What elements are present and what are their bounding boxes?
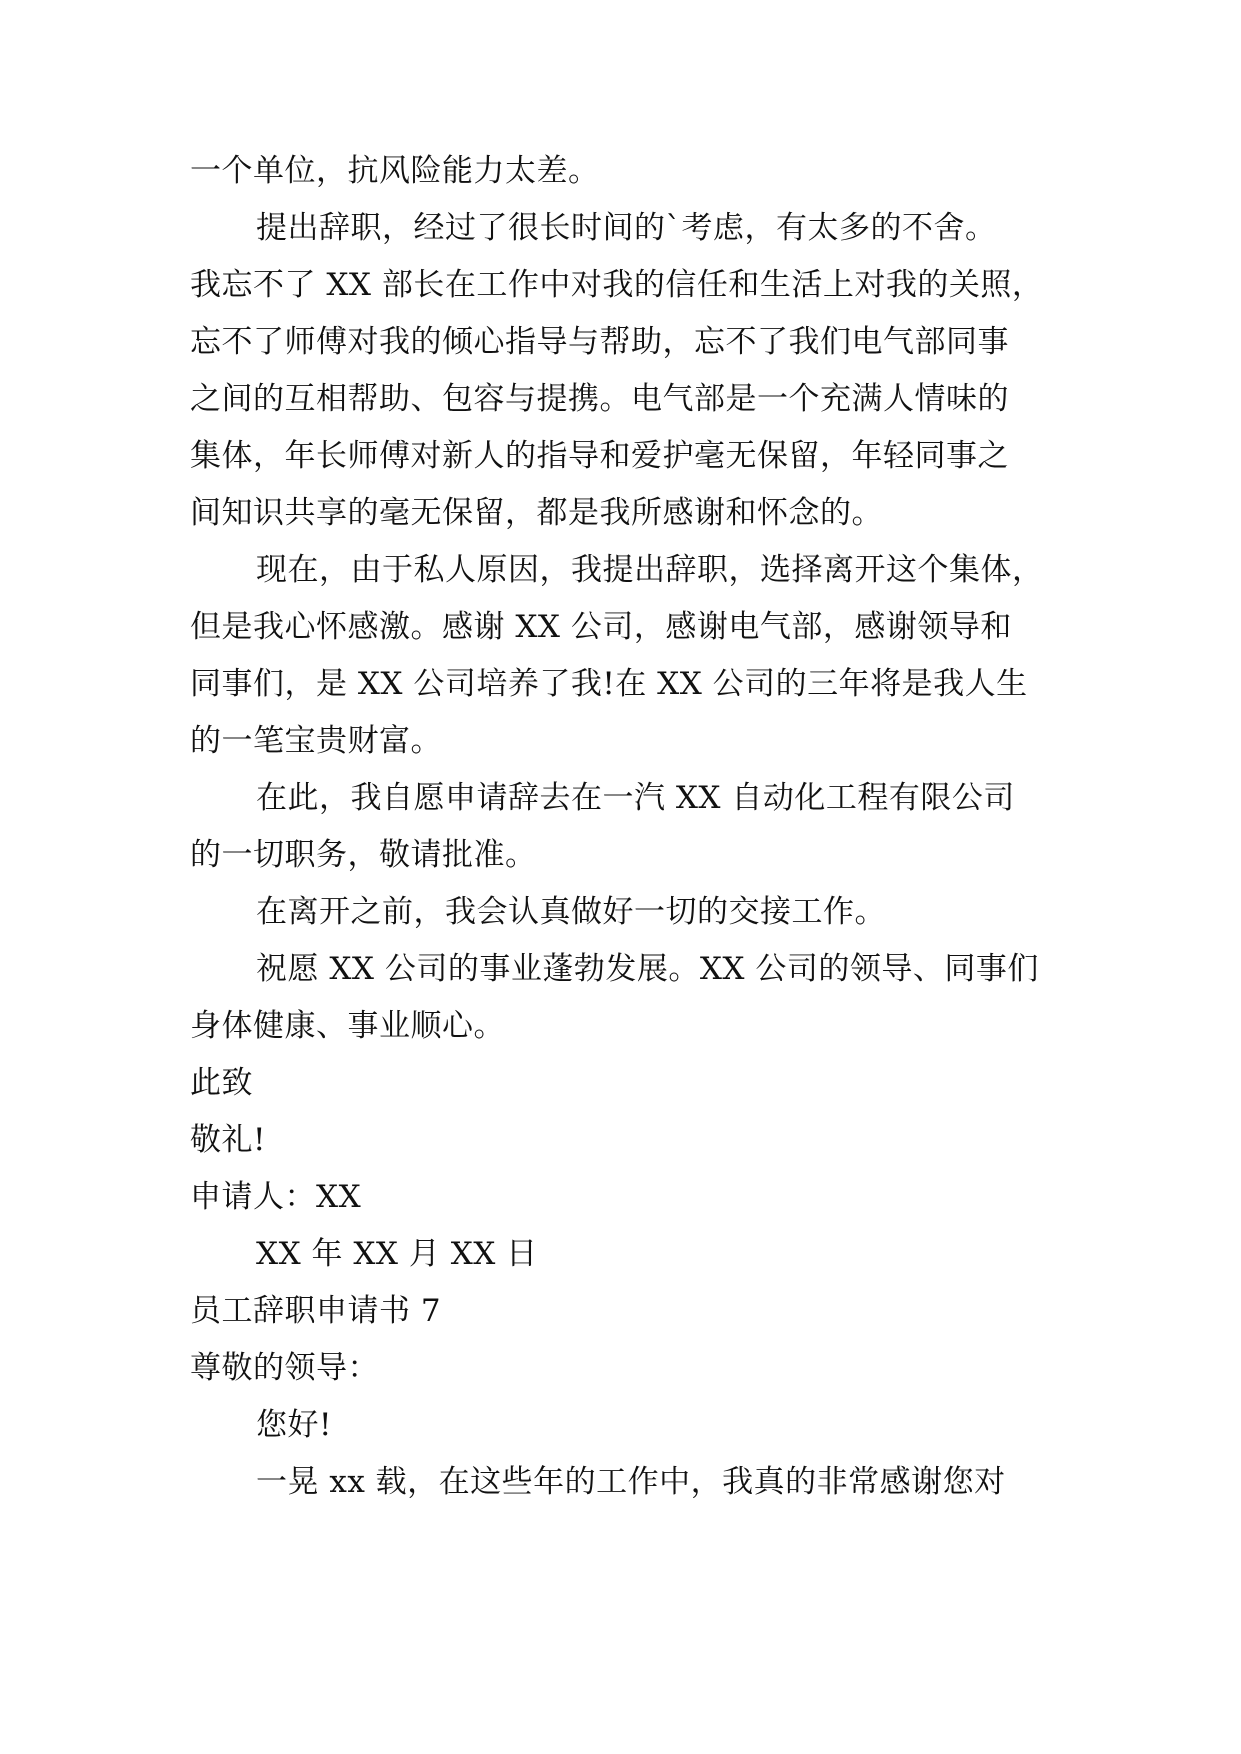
date-line: XX 年 XX 月 XX 日 [256, 1236, 538, 1272]
closing-regards: 敬礼! [190, 1122, 266, 1158]
text-line: 忘不了师傅对我的倾心指导与帮助，忘不了我们电气部同事 [190, 324, 1009, 360]
paragraph-start: 一晃 xx 载，在这些年的工作中，我真的非常感谢您对 [256, 1464, 1006, 1500]
letter-greeting: 尊敬的领导： [190, 1350, 379, 1386]
text-line: 但是我心怀感激。感谢 XX 公司，感谢电气部，感谢领导和 [190, 609, 1012, 645]
text-line: 的一切职务，敬请批准。 [190, 837, 537, 873]
text-line: 我忘不了 XX 部长在工作中对我的信任和生活上对我的关照， [190, 267, 1044, 303]
closing-salutation: 此致 [190, 1065, 253, 1101]
paragraph-start: 提出辞职，经过了很长时间的`考虑，有太多的不舍。 [256, 210, 997, 246]
greeting-hello: 您好! [256, 1407, 332, 1443]
text-line: 之间的互相帮助、包容与提携。电气部是一个充满人情味的 [190, 381, 1009, 417]
text-line: 集体，年长师傅对新人的指导和爱护毫无保留，年轻同事之 [190, 438, 1009, 474]
text-line: 同事们，是 XX 公司培养了我!在 XX 公司的三年将是我人生 [190, 666, 1028, 702]
text-line: 间知识共享的毫无保留，都是我所感谢和怀念的。 [190, 495, 883, 531]
paragraph-start: 在离开之前，我会认真做好一切的交接工作。 [256, 894, 886, 930]
applicant-signature: 申请人：XX [190, 1179, 362, 1215]
text-line: 的一笔宝贵财富。 [190, 723, 442, 759]
paragraph-start: 祝愿 XX 公司的事业蓬勃发展。XX 公司的领导、同事们 [256, 951, 1039, 987]
section-title: 员工辞职申请书 7 [190, 1293, 442, 1329]
paragraph-start: 现在，由于私人原因，我提出辞职，选择离开这个集体， [256, 552, 1044, 588]
text-line: 一个单位，抗风险能力太差。 [190, 153, 600, 189]
text-line: 身体健康、事业顺心。 [190, 1008, 505, 1044]
paragraph-start: 在此，我自愿申请辞去在一汽 XX 自动化工程有限公司 [256, 780, 1015, 816]
